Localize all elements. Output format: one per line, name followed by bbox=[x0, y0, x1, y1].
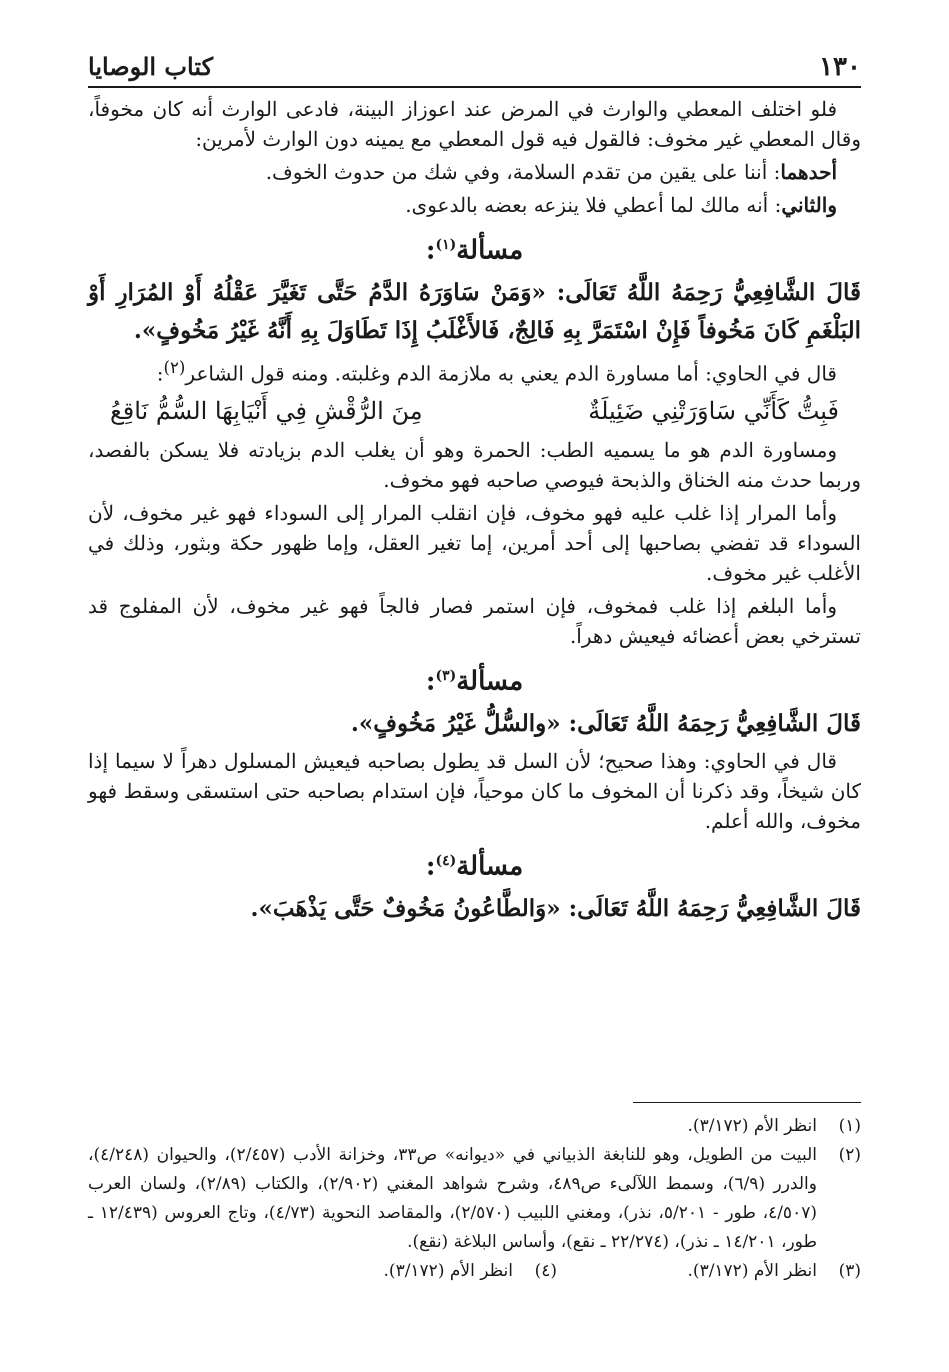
footnote-separator bbox=[633, 1102, 861, 1103]
section-heading-3 bbox=[88, 842, 861, 886]
heading-3-text: مسألة bbox=[456, 851, 524, 882]
paragraph-6: وأما المرار إذا غلب عليه فهو مخوف، فإن انقلب المرار إلى السوداء فهو غير مخوف، لأن السوداء قد تفضي بصاحبها إلى أحد أمرين، إما تغير العقل، وإما ظهور حكة وبثور، وذلك في الأغلب غير مخوف. bbox=[88, 501, 861, 586]
footnotes bbox=[88, 1112, 861, 1286]
shafii-quote-1: قَالَ الشَّافِعِيُّ رَحِمَهُ اللَّهُ تَعَالَى: «وَمَنْ سَاوَرَهُ الدَّمُ حَتَّى تَغَيَّرَ عَقْلُهُ أَوْ المُرَارِ أَوْ البَلْغَمِ كَانَ مَخُوفاً فَإِنْ اسْتَمَرَّ بِهِ فَالِجٌ، فَالأَغْلَبُ إِذَا تَطَاوَلَ بِهِ أَنَّهُ غَيْرُ مَخُوفٍ». bbox=[88, 278, 861, 344]
paragraph-3 bbox=[88, 190, 861, 220]
footnote-3-text: انظر الأم (٣/١٧٢). bbox=[687, 1261, 817, 1281]
paragraph-4-end: : bbox=[156, 361, 164, 386]
paragraph-8: قال في الحاوي: وهذا صحيح؛ لأن السل قد يطول بصاحبه فيعيش المسلول دهراً لا سيما إذا كان شيخاً، وقد ذكرنا أن المخوف ما كان موحياً، فإن استدام بصاحبه حتى استسقى وسقط فهو مخوف، والله أعلم. bbox=[88, 748, 861, 833]
footnote-1-number: (١) bbox=[838, 1116, 861, 1136]
footnote-2-text: البيت من الطويل، وهو للنابغة الذبياني في «ديوانه» ص٣٣، وخزانة الأدب (٢/٤٥٧)، والحيوان (٤/٢٤٨)، والدرر (٦/٩)، وسمط اللآلىء ص٤٨٩، وشرح شواهد المغني (٢/٩٠٢)، والكتاب (٢/٨٩)، ولسان العرب (٤/٥٠٧، طور - ٥/٢٠١، نذر)، ومغني اللبيب (٢/٥٧٠)، والمقاصد النحوية (٤/٧٣)، وتاج العروس (١٢/٤٣٩ ـ طور، ١٤/٢٠١ ـ نذر)، (٢٢/٢٧٤ ـ نقع)، وأساس البلاغة (نقع). bbox=[88, 1145, 817, 1252]
paragraph-2 bbox=[88, 157, 861, 187]
paragraph-2-lead: أحدهما bbox=[780, 160, 837, 184]
footnotes-3-4 bbox=[88, 1257, 861, 1286]
paragraph-4 bbox=[88, 353, 861, 389]
paragraph-4-text: قال في الحاوي: أما مساورة الدم يعني به ملازمة الدم وغلبته. ومنه قول الشاعر bbox=[185, 361, 837, 386]
heading-1-note: (١) bbox=[435, 237, 457, 253]
section-heading-2 bbox=[88, 657, 861, 701]
page-header bbox=[88, 46, 861, 88]
heading-3-colon: : bbox=[425, 851, 436, 882]
paragraph-7: وأما البلغم إذا غلب فمخوف، فإن استمر فصار فالجاً فهو غير مخوف، لأن المفلوج قد تسترخي بعض أعضائه فيعيش دهراً. bbox=[88, 594, 861, 649]
heading-1-text: مسألة bbox=[456, 235, 524, 266]
shafii-quote-2: قَالَ الشَّافِعِيُّ رَحِمَهُ اللَّهُ تَعَالَى: «والسُّلُّ غَيْرُ مَخُوفٍ». bbox=[350, 709, 861, 737]
poetry-verse bbox=[88, 391, 861, 431]
footnote-2-number: (٢) bbox=[838, 1145, 861, 1165]
running-title: كتاب الوصايا bbox=[88, 52, 213, 81]
footnote-2 bbox=[88, 1141, 861, 1257]
paragraph-1: فلو اختلف المعطي والوارث في المرض عند اعوزاز البينة، فادعى الوارث أنه كان مخوفاً، وقال المعطي غير مخوف: فالقول فيه قول المعطي مع يمينه دون الوارث لأمرين: bbox=[88, 97, 861, 151]
heading-2-text: مسألة bbox=[456, 666, 524, 697]
heading-3-note: (٤) bbox=[435, 852, 457, 869]
heading-1-colon: : bbox=[425, 235, 436, 266]
paragraph-4-note: (٢) bbox=[163, 357, 186, 377]
footnote-4-number: (٤) bbox=[534, 1261, 557, 1281]
section-heading-1 bbox=[88, 226, 861, 270]
paragraph-5: ومساورة الدم هو ما يسميه الطب: الحمرة وهو أن يغلب الدم بزيادته فلا يسكن بالفصد، وربما حدث منه الخناق والذبحة فيوصي صاحبه فهو مخوف. bbox=[88, 438, 861, 493]
footnote-1 bbox=[88, 1112, 861, 1141]
footnote-1-text: انظر الأم (٣/١٧٢). bbox=[687, 1116, 817, 1136]
paragraph-3-lead: والثاني bbox=[781, 193, 837, 217]
main-text bbox=[88, 94, 861, 931]
footnote-3-number: (٣) bbox=[838, 1261, 861, 1281]
shafii-quote-3: قَالَ الشَّافِعِيُّ رَحِمَهُ اللَّهُ تَعَالَى: «وَالطَّاعُونُ مَخُوفٌ حَتَّى يَذْهَبَ». bbox=[250, 894, 861, 922]
verse-first-hemistich: فَبِتُّ كَأَنِّي سَاوَرَتْنِي ضَئِيلَةٌ bbox=[588, 397, 839, 426]
footnote-4-text: انظر الأم (٣/١٧٢). bbox=[383, 1261, 513, 1281]
page-number: ١٣٠ bbox=[819, 52, 861, 82]
paragraph-3-text: : أنه مالك لما أعطي فلا ينزعه بعضه بالدعوى. bbox=[405, 193, 782, 217]
verse-second-hemistich: مِنَ الرُّقْشِ فِي أَنْيَابِهَا السُّمُّ نَاقِعُ bbox=[110, 397, 423, 426]
paragraph-2-text: : أننا على يقين من تقدم السلامة، وفي شك من حدوث الخوف. bbox=[265, 160, 781, 184]
heading-2-colon: : bbox=[425, 666, 436, 697]
heading-2-note: (٣) bbox=[435, 668, 457, 685]
